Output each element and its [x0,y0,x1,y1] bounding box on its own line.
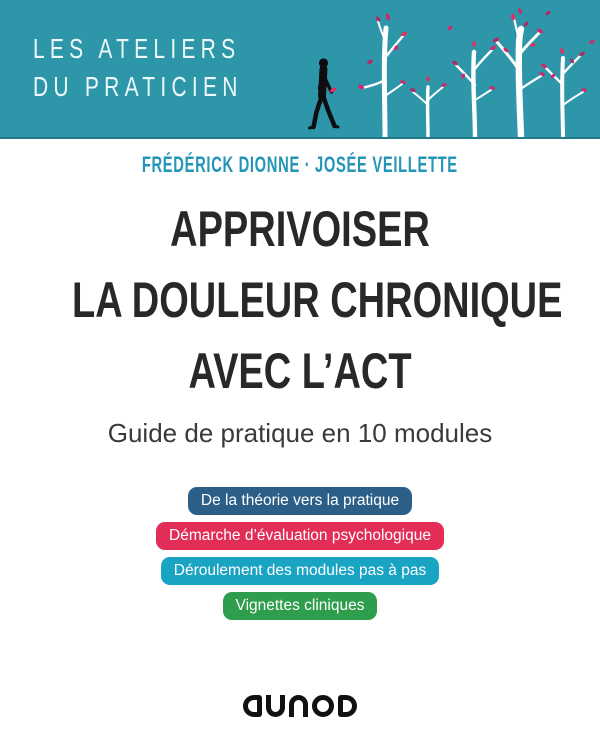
feature-badges [0,487,600,620]
logo-letter-d1 [243,695,262,717]
leaves [329,8,595,94]
logo-letter-d2 [338,695,357,717]
title-line-3: AVEC L’ACT [188,343,412,399]
title-line-2: LA DOULEUR CHRONIQUE [72,272,563,328]
badge-demarche-evaluation: Démarche d’évaluation psychologique [156,522,444,550]
publisher-logo [0,693,600,717]
title-line-1: APPRIVOISER [170,201,430,257]
book-title [0,194,600,407]
authors-line [0,152,600,178]
tree-trunks [362,19,583,137]
authors-text: FRÉDÉRICK DIONNE · JOSÉE VEILLETTE [142,152,458,177]
book-subtitle: Guide de pratique en 10 modules [107,418,493,448]
trees-illustration [300,0,600,137]
logo-letter-u [266,695,285,717]
badge-theorie-pratique: De la théorie vers la pratique [188,487,412,515]
logo-letter-n [289,695,308,717]
badge-vignettes-cliniques: Vignettes cliniques [223,592,378,620]
series-line-1: LES ATELIERS [33,33,241,64]
collection-banner [0,0,600,139]
badge-deroulement-modules: Déroulement des modules pas à pas [161,557,439,585]
series-title [33,30,313,106]
series-line-2: DU PRATICIEN [33,71,243,102]
logo-letter-o [312,695,334,717]
walking-person-silhouette [310,58,339,128]
